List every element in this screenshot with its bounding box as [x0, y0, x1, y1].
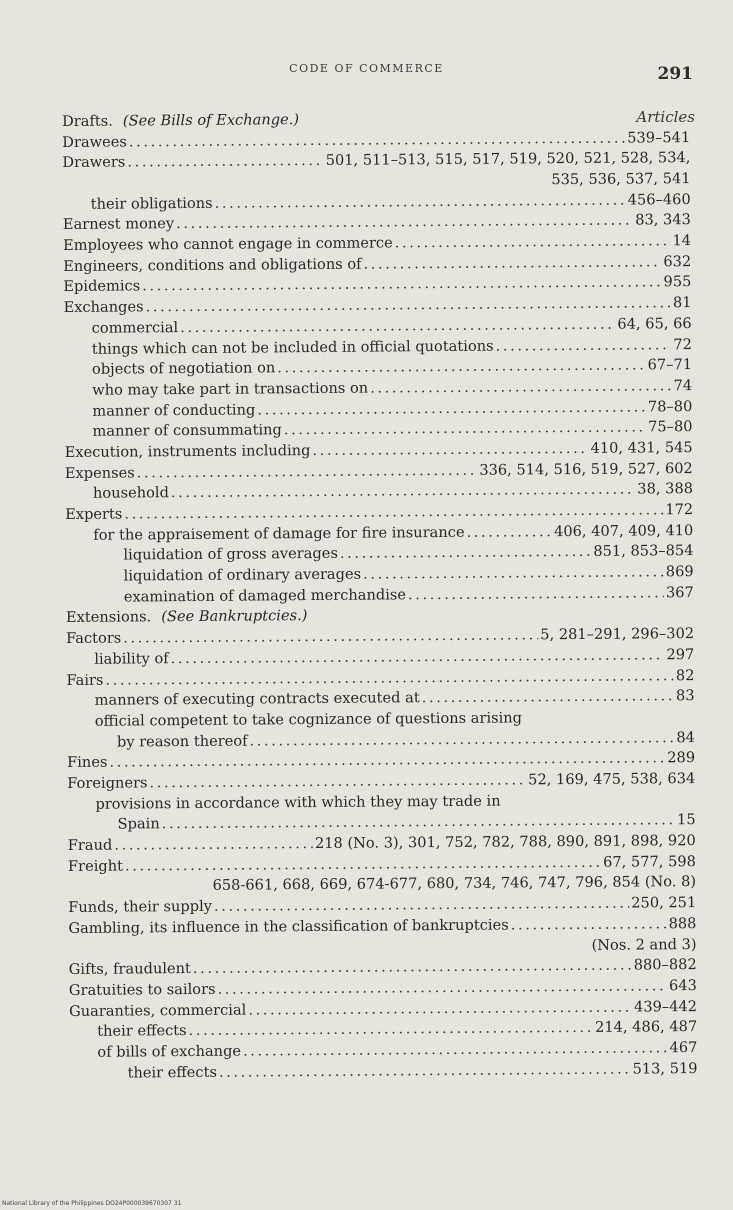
entry-term: Experts — [65, 505, 123, 524]
entry-term: Engineers, conditions and obligations of — [63, 255, 362, 275]
entry-term: who may take part in transactions on — [92, 379, 369, 399]
entry-articles-continued: 535, 536, 537, 541 — [551, 170, 691, 189]
entry-term: Foreigners — [67, 774, 148, 792]
entry-term: Extensions. — [65, 608, 152, 627]
entry-term: Fairs — [66, 671, 104, 689]
entry-term: Factors — [66, 629, 122, 648]
entry-term: liquidation of gross averages — [123, 545, 338, 564]
entry-term: Drafts. — [62, 112, 113, 130]
entry-articles: 72 — [673, 335, 692, 353]
entry-articles: 5, 281–291, 296–302 — [540, 625, 695, 644]
entry-articles: 467 — [669, 1038, 698, 1057]
entry-articles: 539–541 — [627, 128, 691, 147]
entry-articles: 955 — [663, 273, 692, 291]
entry-articles: 83, 343 — [635, 211, 691, 229]
entry-articles: 78–80 — [647, 397, 693, 416]
entry-articles: 410, 431, 545 — [590, 439, 693, 457]
entry-term: Epidemics — [63, 277, 141, 296]
entry-term: their effects — [127, 1063, 217, 1082]
dot-leader — [284, 418, 646, 442]
dot-leader — [408, 583, 664, 606]
entry-term: things which can not be included in official quotations — [91, 337, 494, 358]
entry-articles: 888 — [668, 914, 697, 933]
entry-articles: 439–442 — [633, 997, 698, 1016]
entry-articles: 880–882 — [633, 956, 697, 974]
entry-term: Gambling, its influence in the classification of bankruptcies — [68, 916, 509, 937]
running-head: CODE OF COMMERCE — [289, 62, 444, 75]
entry-term: by reason thereof — [116, 732, 248, 751]
entry-term: Freight — [67, 857, 124, 875]
entry-cross-reference: (See Bankruptcies.) — [161, 607, 308, 626]
entry-term: provisions in accordance with which they may trade in — [95, 792, 501, 813]
entry-term: examination of damaged merchandise — [123, 586, 407, 606]
entry-articles: 52, 169, 475, 538, 634 — [528, 770, 696, 789]
dot-leader — [466, 522, 552, 543]
entry-term: Execution, instruments including — [64, 442, 311, 461]
entry-term: of bills of exchange — [97, 1042, 242, 1061]
entry-articles: 67, 577, 598 — [602, 852, 696, 871]
entry-articles: 643 — [668, 976, 697, 995]
entry-term: liquidation of ordinary averages — [123, 565, 362, 585]
library-stamp: National Library of the Philippines DO24P000039670307 31 — [2, 1200, 182, 1207]
dot-leader — [363, 562, 664, 585]
entry-term: Guaranties, commercial — [68, 1001, 247, 1020]
entry-articles: 632 — [663, 252, 692, 271]
entry-term: Funds, their supply — [68, 897, 213, 917]
dot-leader — [114, 834, 313, 856]
entry-articles: 250, 251 — [631, 894, 697, 912]
entry-articles: 501, 511–513, 515, 517, 519, 520, 521, 528, 534, — [325, 149, 691, 170]
entry-articles: 74 — [673, 376, 693, 395]
dot-leader — [496, 335, 672, 357]
entry-term: objects of negotiation on — [91, 359, 276, 379]
entry-articles: 289 — [667, 749, 696, 767]
entry-term: liability of — [94, 650, 169, 668]
entry-articles: 15 — [676, 811, 696, 829]
entry-term: Fraud — [67, 836, 113, 855]
entry-articles: 67–71 — [647, 356, 693, 374]
entry-term: their effects — [97, 1022, 187, 1040]
entry-term: for the appraisement of damage for fire insurance — [93, 523, 465, 544]
dot-leader — [370, 376, 672, 399]
entry-articles: 172 — [665, 501, 694, 519]
entry-articles: 406, 407, 409, 410 — [553, 521, 694, 540]
dot-leader — [511, 914, 667, 936]
entry-term: Spain — [117, 815, 160, 833]
entry-articles: 64, 65, 66 — [617, 314, 692, 333]
entry-articles-continued: 658-661, 668, 669, 674-677, 680, 734, 746, 747, 796, 854 (No. 8) — [212, 873, 697, 895]
entry-articles: 83 — [675, 687, 695, 705]
entry-term: commercial — [91, 318, 179, 337]
entry-articles: 851, 853–854 — [593, 542, 694, 561]
dot-leader — [312, 439, 588, 462]
entry-articles: 367 — [665, 583, 694, 602]
dot-leader — [277, 356, 645, 380]
entry-term: Gifts, fraudulent — [68, 960, 191, 979]
dot-leader — [340, 542, 592, 565]
entry-articles: 38, 388 — [637, 480, 694, 498]
entry-term: manner of consummating — [92, 421, 282, 441]
entry-articles: 84 — [676, 728, 695, 746]
entry-articles: 869 — [665, 563, 694, 581]
entry-articles: 513, 519 — [632, 1059, 698, 1078]
dot-leader — [395, 231, 671, 254]
entry-term: manner of conducting — [92, 401, 256, 420]
articles-column-label: Articles — [636, 108, 695, 126]
dot-leader — [219, 1059, 631, 1083]
entry-term: Exchanges — [63, 298, 144, 317]
index-list — [62, 107, 698, 1084]
entry-articles-continued: (Nos. 2 and 3) — [591, 935, 697, 954]
entry-articles: 297 — [666, 645, 695, 664]
entry-term: Earnest money — [62, 215, 175, 234]
entry-term: their obligations — [90, 194, 213, 213]
entry-cross-reference: (See Bills of Exchange.) — [122, 111, 300, 130]
entry-term: official competent to take cognizance of questions arising — [94, 709, 523, 730]
dot-leader — [422, 686, 674, 709]
entry-term: Drawees — [62, 133, 127, 151]
entry-articles: 218 (No. 3), 301, 752, 782, 788, 890, 891, 898, 920 — [314, 832, 696, 853]
entry-articles: 336, 514, 516, 519, 527, 602 — [479, 459, 693, 479]
entry-term: Gratuities to sailors — [68, 980, 216, 999]
page-number: 291 — [657, 64, 693, 84]
entry-articles: 75–80 — [647, 418, 693, 436]
dot-leader — [127, 151, 323, 173]
entry-term: household — [92, 484, 169, 503]
entry-articles: 82 — [675, 666, 695, 684]
entry-articles: 81 — [672, 294, 692, 312]
entry-term: Expenses — [64, 464, 135, 482]
entry-term: Employees who cannot engage in commerce — [62, 234, 393, 255]
entry-articles: 456–460 — [627, 190, 691, 209]
entry-articles: 214, 486, 487 — [595, 1018, 698, 1037]
entry-term: manners of executing contracts executed at — [94, 689, 420, 709]
index-subentry — [69, 1059, 697, 1085]
entry-term: Fines — [67, 753, 108, 772]
dot-leader — [137, 460, 478, 483]
entry-articles: 14 — [672, 232, 692, 250]
dot-leader — [149, 770, 526, 794]
entry-term: Drawers — [62, 153, 126, 172]
dot-leader — [363, 252, 661, 275]
